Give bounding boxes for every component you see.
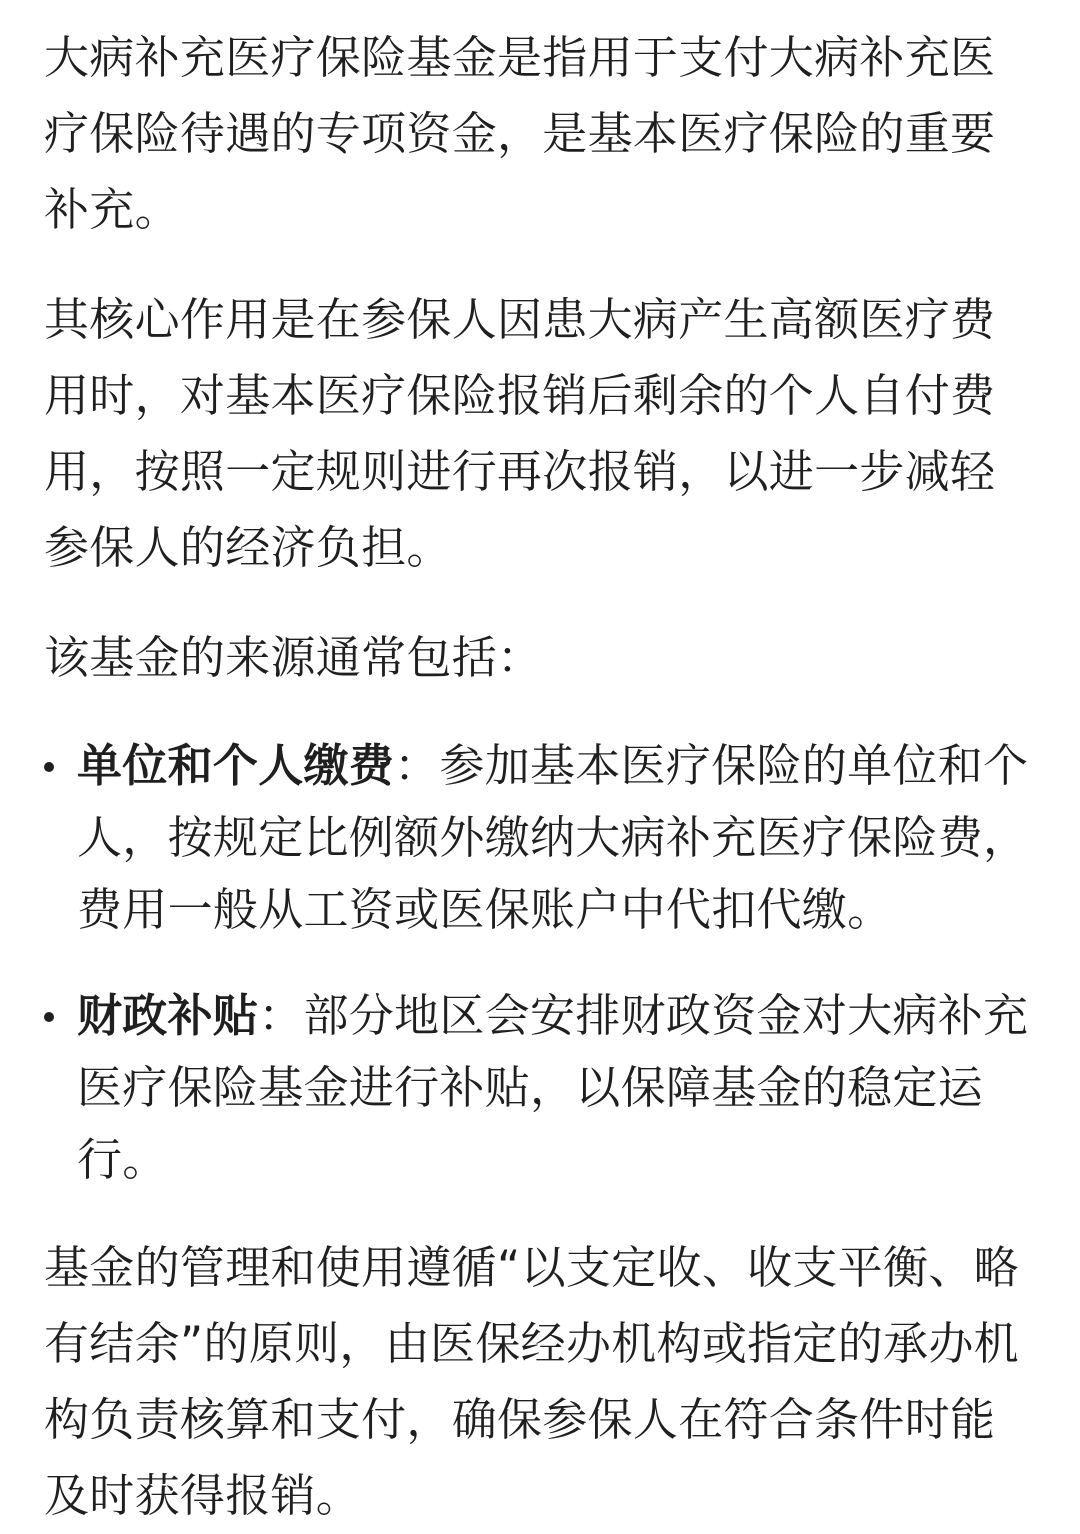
article-body	[44, 20, 1034, 1534]
list-item-separator: ：	[258, 989, 304, 1042]
list-item-term: 单位和个人缴费	[77, 739, 395, 792]
intro-paragraph: 大病补充医疗保险基金是指用于支付大病补充医疗保险待遇的专项资金，是基本医疗保险的重要补充。	[44, 31, 996, 236]
list-item-term: 财政补贴	[77, 989, 259, 1042]
list-item	[44, 730, 1034, 946]
list-item	[44, 980, 1034, 1196]
sources-lead-paragraph: 该基金的来源通常包括：	[44, 631, 543, 684]
sources-list	[44, 730, 1034, 1196]
list-item-text: 部分地区会安排财政资金对大病补充医疗保险基金进行补贴，以保障基金的稳定运行。	[77, 989, 1029, 1186]
purpose-paragraph: 其核心作用是在参保人因患大病产生高额医疗费用时，对基本医疗保险报销后剩余的个人自付费用，按照一定规则进行再次报销，以进一步减轻参保人的经济负担。	[44, 293, 996, 574]
list-item-text: 参加基本医疗保险的单位和个人，按规定比例额外缴纳大病补充医疗保险费，费用一般从工资或医保账户中代扣代缴。	[77, 739, 1029, 936]
management-paragraph: 基金的管理和使用遵循“以支定收、收支平衡、略有结余”的原则，由医保经办机构或指定的承办机构负责核算和支付，确保参保人在符合条件时能及时获得报销。	[44, 1241, 1019, 1522]
bullet-icon	[44, 730, 64, 802]
list-item-separator: ：	[394, 739, 440, 792]
bullet-icon	[44, 980, 64, 1052]
